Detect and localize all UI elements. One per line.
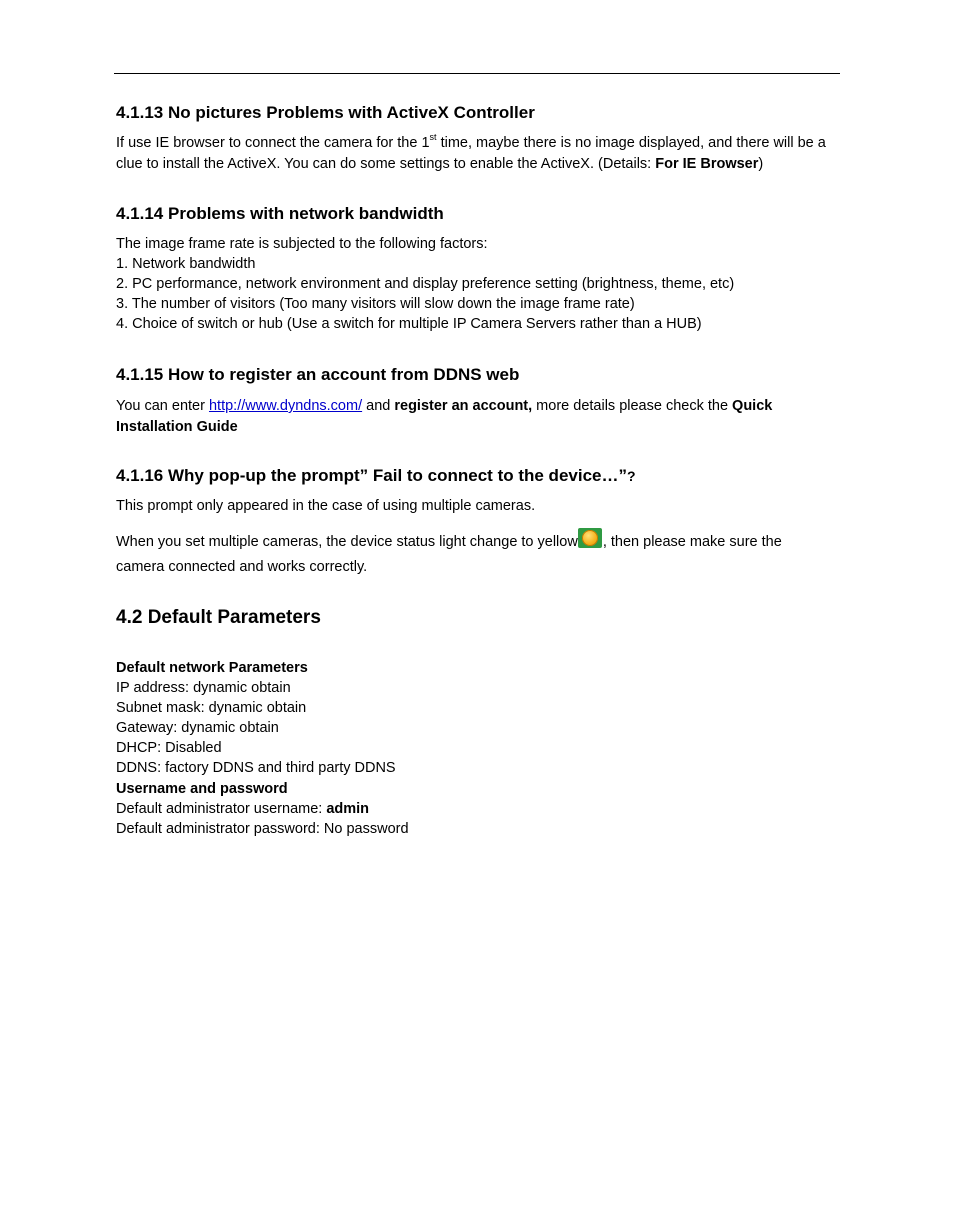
text-line: When you set multiple cameras, the device status light change to yellow , then please make sure the <box>116 528 842 553</box>
section-heading-4-1-14: 4.1.14 Problems with network bandwidth <box>116 204 444 223</box>
list-item: 1. Network bandwidth <box>116 256 256 273</box>
param-gateway: Gateway: dynamic obtain <box>116 720 279 737</box>
list-item: The image frame rate is subjected to the following factors: <box>116 236 488 252</box>
param-subnet-mask: Subnet mask: dynamic obtain <box>116 700 307 717</box>
section-4-1-15-text <box>116 396 842 437</box>
param-admin-username: Default administrator username: admin <box>116 800 370 817</box>
param-admin-password: Default administrator password: No password <box>116 820 409 837</box>
list-item: 4. Choice of switch or hub (Use a switch for multiple IP Camera Servers rather than a HUB) <box>116 316 702 333</box>
section-4-1-16-p1: This prompt only appeared in the case of using multiple cameras. <box>116 498 536 514</box>
text-line: You can enter http://www.dyndns.com/ and register an account, more details please check the Quick <box>116 398 773 414</box>
text-line: Installation Guide <box>116 418 238 435</box>
param-dhcp: DHCP: Disabled <box>116 740 222 757</box>
list-item: 2. PC performance, network environment and display preference setting (brightness, theme, etc) <box>116 276 735 293</box>
section-heading-4-1-16: 4.1.16 Why pop-up the prompt” Fail to connect to the device…”? <box>116 466 636 485</box>
subheading-network: Default network Parameters <box>116 660 308 676</box>
section-4-1-13-text <box>116 133 842 174</box>
param-ddns: DDNS: factory DDNS and third party DDNS <box>116 760 396 777</box>
section-heading-4-2: 4.2 Default Parameters <box>116 607 321 628</box>
dyndns-link[interactable]: http://www.dyndns.com/ <box>208 398 363 414</box>
header-rule <box>114 73 840 74</box>
list-item: 3. The number of visitors (Too many visitors will slow down the image frame rate) <box>116 296 635 313</box>
section-4-1-16-p2 <box>116 528 842 553</box>
text-line: If use IE browser to connect the camera for the 1st time, maybe there is no image displayed, and there will be a <box>116 132 826 151</box>
text-line: clue to install the ActiveX. You can do some settings to enable the ActiveX. (Details: For IE Browser) <box>116 155 764 172</box>
yellow-status-light-icon <box>578 528 602 548</box>
section-4-1-14-list <box>116 234 842 334</box>
subheading-credentials: Username and password <box>116 780 288 797</box>
default-parameters-list <box>116 658 842 839</box>
section-heading-4-1-13: 4.1.13 No pictures Problems with ActiveX Controller <box>116 103 535 122</box>
section-heading-4-1-15: 4.1.15 How to register an account from DDNS web <box>116 365 520 384</box>
param-ip-address: IP address: dynamic obtain <box>116 680 291 697</box>
section-4-1-16-p3: camera connected and works correctly. <box>116 559 368 575</box>
